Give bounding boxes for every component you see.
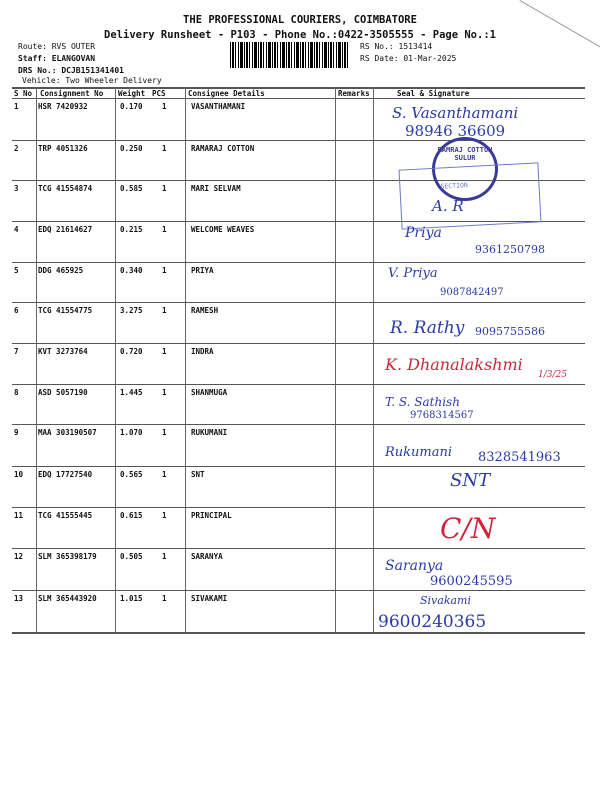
column-divider (36, 87, 37, 632)
cell-consignment: HSR 7420932 (38, 102, 88, 111)
cell-sno: 3 (14, 184, 19, 193)
cell-consignment: SLM 365398179 (38, 552, 97, 561)
signature: V. Priya (388, 266, 438, 281)
row-divider (12, 302, 585, 303)
signature-phone: 8328541963 (478, 450, 561, 465)
cell-consignment: EDQ 21614627 (38, 225, 93, 234)
signature-phone: 98946 36609 (405, 122, 506, 140)
cell-weight: 3.275 (120, 306, 143, 315)
signature-phone: 9087842497 (440, 287, 504, 298)
barcode (230, 42, 348, 68)
cell-sno: 7 (14, 347, 19, 356)
cell-sno: 12 (14, 552, 24, 561)
cell-consignee: SHANMUGA (191, 388, 228, 397)
row-divider (12, 262, 585, 263)
company-seal-stamp: RAMRAJ COTTON SULUR (432, 137, 498, 201)
staff-label: Staff: ELANGOVAN (18, 54, 96, 63)
cell-weight: 0.340 (120, 266, 143, 275)
cell-sno: 4 (14, 225, 19, 234)
vehicle-label: Vehicle: Two Wheeler Delivery (22, 76, 162, 85)
column-header-sno: S No (14, 89, 33, 98)
cell-weight: 0.505 (120, 552, 143, 561)
cell-consignee: PRINCIPAL (191, 511, 232, 520)
signature: Sivakami (420, 594, 471, 607)
row-divider (12, 140, 585, 141)
cell-weight: 0.720 (120, 347, 143, 356)
rs-number: RS No.: 1513414 (360, 42, 433, 51)
signature-phone: 9600245595 (430, 574, 513, 589)
signature: A. R (432, 197, 464, 215)
cell-consignee: SNT (191, 470, 205, 479)
cell-weight: 1.070 (120, 428, 143, 437)
cell-consignee: VASANTHAMANI (191, 102, 246, 111)
row-divider (12, 466, 585, 467)
column-divider (115, 87, 116, 632)
cell-pcs: 1 (162, 184, 167, 193)
cell-pcs: 1 (162, 428, 167, 437)
cell-pcs: 1 (162, 511, 167, 520)
signature-date: 1/3/25 (538, 370, 567, 380)
row-divider (12, 590, 585, 591)
signature: Saranya (385, 558, 444, 574)
signature: K. Dhanalakshmi (385, 355, 523, 374)
cell-sno: 6 (14, 306, 19, 315)
route-label: Route: RVS OUTER (18, 42, 96, 51)
cell-sno: 5 (14, 266, 19, 275)
header-bottom-border (12, 98, 585, 99)
signature: Priya (405, 225, 442, 241)
cell-sno: 2 (14, 144, 19, 153)
row-divider (12, 384, 585, 385)
cell-consignee: SIVAKAMI (191, 594, 228, 603)
cell-weight: 0.215 (120, 225, 143, 234)
signature: C/N (440, 512, 496, 545)
signature: T. S. Sathish (385, 395, 460, 409)
cell-consignment: DDG 465925 (38, 266, 84, 275)
cell-consignee: PRIYA (191, 266, 214, 275)
cell-weight: 0.615 (120, 511, 143, 520)
cell-pcs: 1 (162, 266, 167, 275)
cell-pcs: 1 (162, 102, 167, 111)
cell-consignee: INDRA (191, 347, 214, 356)
cell-pcs: 1 (162, 594, 167, 603)
column-header-seal: Seal & Signature (397, 89, 470, 98)
cell-sno: 10 (14, 470, 24, 479)
table-bottom-border (12, 633, 585, 634)
cell-consignment: SLM 365443920 (38, 594, 97, 603)
receipt-section-stamp: SECTION (399, 162, 542, 229)
row-divider (12, 548, 585, 549)
cell-consignment: TCG 41554874 (38, 184, 93, 193)
cell-sno: 8 (14, 388, 19, 397)
cell-consignment: ASD 5057190 (38, 388, 88, 397)
signature-phone: 9768314567 (410, 410, 474, 421)
cell-pcs: 1 (162, 144, 167, 153)
cell-consignee: RAMESH (191, 306, 219, 315)
column-divider (373, 87, 374, 632)
signature-phone: 9361250798 (475, 243, 545, 256)
row-divider (12, 424, 585, 425)
cell-weight: 0.585 (120, 184, 143, 193)
cell-pcs: 1 (162, 225, 167, 234)
cell-consignee: MARI SELVAM (191, 184, 241, 193)
cell-weight: 0.170 (120, 102, 143, 111)
signature: S. Vasanthamani (392, 104, 519, 122)
cell-consignment: EDQ 17727540 (38, 470, 93, 479)
column-header-consignment: Consignment No (40, 89, 104, 98)
column-header-pcs: PCS (152, 89, 166, 98)
cell-sno: 13 (14, 594, 24, 603)
cell-consignee: RAMARAJ COTTON (191, 144, 255, 153)
rs-date: RS Date: 01-Mar-2025 (360, 54, 457, 63)
signature: SNT (450, 470, 491, 491)
cell-pcs: 1 (162, 306, 167, 315)
cell-consignee: SARANYA (191, 552, 223, 561)
drs-number: DRS No.: DCJB151341401 (18, 66, 124, 75)
signature-phone: 9095755586 (475, 325, 545, 338)
column-header-weight: Weight (118, 89, 146, 98)
cell-sno: 11 (14, 511, 24, 520)
cell-consignment: KVT 3273764 (38, 347, 88, 356)
column-header-remarks: Remarks (338, 89, 370, 98)
cell-weight: 0.250 (120, 144, 143, 153)
column-divider (335, 87, 336, 632)
cell-weight: 1.445 (120, 388, 143, 397)
row-divider (12, 507, 585, 508)
cell-weight: 1.015 (120, 594, 143, 603)
cell-pcs: 1 (162, 388, 167, 397)
cell-sno: 1 (14, 102, 19, 111)
signature: Rukumani (385, 445, 453, 460)
cell-weight: 0.565 (120, 470, 143, 479)
row-divider (12, 343, 585, 344)
cell-consignment: TCG 41554775 (38, 306, 93, 315)
cell-pcs: 1 (162, 470, 167, 479)
signature: R. Rathy (390, 318, 465, 338)
cell-consignment: TRP 4051326 (38, 144, 88, 153)
runsheet-subtitle: Delivery Runsheet - P103 - Phone No.:0422-3505555 - Page No.:1 (104, 29, 496, 41)
column-header-consignee: Consignee Details (188, 89, 265, 98)
cell-sno: 9 (14, 428, 19, 437)
signature-phone: 9600240365 (378, 612, 487, 632)
cell-consignee: RUKUMANI (191, 428, 228, 437)
cell-consignment: MAA 303190507 (38, 428, 97, 437)
company-title: THE PROFESSIONAL COURIERS, COIMBATORE (183, 14, 417, 26)
cell-consignment: TCG 41555445 (38, 511, 93, 520)
cell-pcs: 1 (162, 347, 167, 356)
cell-consignee: WELCOME WEAVES (191, 225, 255, 234)
column-divider (185, 87, 186, 632)
cell-pcs: 1 (162, 552, 167, 561)
